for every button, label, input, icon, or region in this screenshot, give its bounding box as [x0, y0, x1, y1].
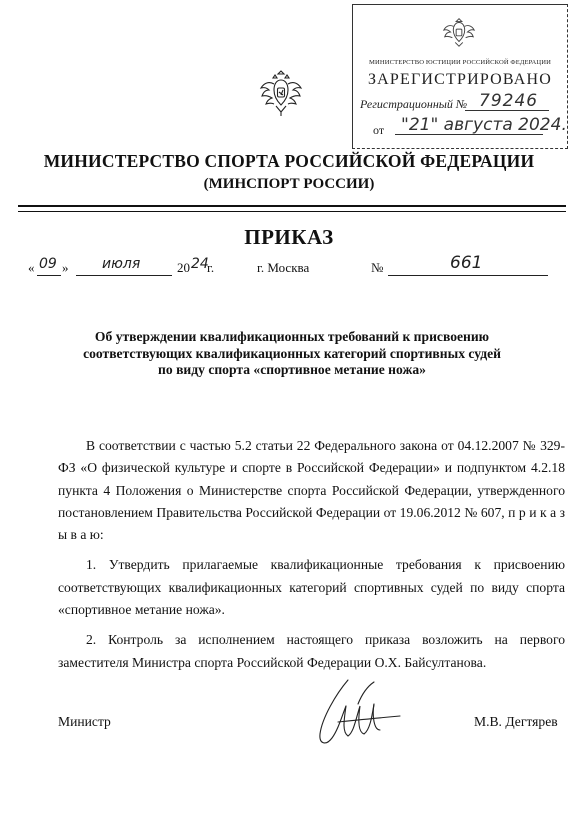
- date-year-suffix: 24: [191, 256, 209, 272]
- header-rule-thick: [18, 205, 566, 207]
- order-number-label: №: [371, 260, 384, 275]
- subject-line-1: Об утверждении квалификационных требований к присвоению: [94, 329, 490, 344]
- handwritten-signature: [308, 676, 408, 756]
- date-year-prefix: 20: [177, 260, 190, 275]
- stamp-registered: ЗАРЕГИСТРИРОВАНО: [367, 71, 553, 88]
- item-2-paragraph: 2. Контроль за исполнением настоящего приказа возложить на первого заместителя Министра спорта Российской Федерации О.Х. Байсултанова.: [58, 632, 565, 670]
- subject-line-2: соответствующих квалификационных категорий спортивных судей: [83, 345, 501, 361]
- date-month: июля: [102, 256, 141, 272]
- signatory-title: Министр: [58, 714, 111, 729]
- signatory-name: М.В. Дегтярев: [474, 714, 558, 729]
- stamp-reg-number: 79246: [479, 91, 539, 111]
- coat-of-arms-icon: [259, 68, 303, 118]
- order-city: г. Москва: [257, 260, 310, 275]
- order-subject: [60, 329, 524, 379]
- subject-line-3: по виду спорта «спортивное метание ножа»: [158, 362, 426, 377]
- header-rule-thin: [18, 211, 566, 212]
- stamp-reg-label: Регистрационный №: [360, 97, 468, 111]
- order-number: 661: [450, 253, 483, 273]
- registration-stamp: [352, 4, 568, 149]
- stamp-date-value: "21" августа 2024.: [401, 115, 567, 135]
- stamp-date-label: от: [373, 123, 385, 137]
- preamble-paragraph: В соответствии с частью 5.2 статьи 22 Федерального закона от 04.12.2007 № 329-ФЗ «О физической культуре и спорте в Российской Федерации» и подпунктом 4.2.18 пункта 4 Положения о Министерстве спорта Российской Федерации, утвержденного постановлением Правительства Российской Федерации от 19.06.2012 № 607, п р и к а з ы в а ю:: [58, 438, 565, 543]
- order-body: [58, 435, 565, 674]
- stamp-ministry: МИНИСТЕРСТВО ЮСТИЦИИ РОССИЙСКОЙ ФЕДЕРАЦИИ: [369, 59, 551, 66]
- date-quote-close: »: [62, 260, 69, 275]
- coat-of-arms-icon: [440, 13, 478, 51]
- date-year-end: г.: [207, 260, 215, 275]
- date-quote-open: «: [28, 260, 35, 275]
- ministry-short-name: (МИНСПОРТ РОССИИ): [203, 176, 375, 192]
- order-title: ПРИКАЗ: [244, 225, 334, 249]
- date-day: 09: [39, 256, 57, 272]
- ministry-name: МИНИСТЕРСТВО СПОРТА РОССИЙСКОЙ ФЕДЕРАЦИИ: [43, 151, 535, 171]
- item-1-paragraph: 1. Утвердить прилагаемые квалификационные требования к присвоению соответствующих квалификационных категорий спортивных судей по виду спорта «спортивное метание ножа».: [58, 557, 565, 618]
